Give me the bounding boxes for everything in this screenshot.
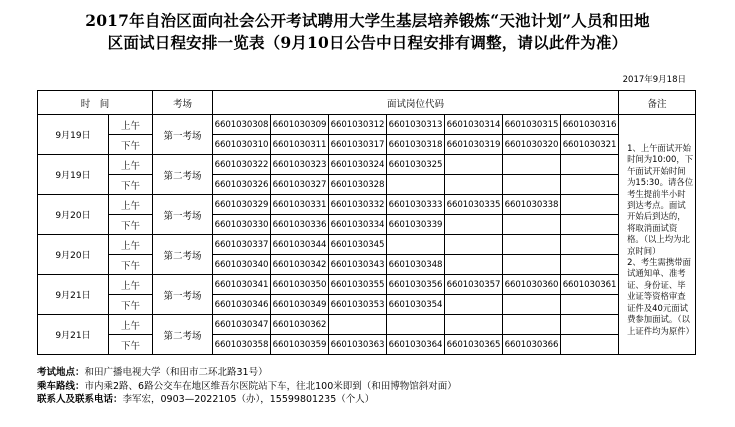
code-cell: 6601030366 [503, 335, 561, 355]
period-cell: 下午 [109, 215, 153, 235]
code-cell: 6601030323 [271, 155, 329, 175]
code-cell: 6601030318 [387, 135, 445, 155]
address-label: 考试地点： [37, 367, 85, 378]
code-cell: 6601030315 [503, 115, 561, 135]
code-cell: 6601030357 [445, 275, 503, 295]
code-cell: 6601030320 [503, 135, 561, 155]
code-cell: 6601030330 [213, 215, 271, 235]
address-text: 和田广播电视大学（和田市二环北路31号） [84, 367, 268, 378]
code-cell: 6601030312 [329, 115, 387, 135]
footer-info [37, 366, 457, 407]
code-cell: 6601030321 [561, 135, 619, 155]
code-cell [561, 235, 619, 255]
code-cell [445, 255, 503, 275]
code-cell [445, 155, 503, 175]
contact-label: 联系人及联系电话： [37, 394, 123, 405]
code-cell: 6601030358 [213, 335, 271, 355]
code-cell: 6601030341 [213, 275, 271, 295]
code-cell: 6601030342 [271, 255, 329, 275]
code-cell: 6601030362 [271, 315, 329, 335]
code-cell [561, 175, 619, 195]
table-row [38, 115, 696, 135]
code-cell: 6601030324 [329, 155, 387, 175]
table-row [38, 175, 696, 195]
table-row [38, 275, 696, 295]
header-note: 备注 [619, 91, 696, 115]
code-cell: 6601030322 [213, 155, 271, 175]
code-cell: 6601030336 [271, 215, 329, 235]
code-cell [561, 335, 619, 355]
code-cell: 6601030365 [445, 335, 503, 355]
place-cell: 第二考场 [153, 315, 213, 355]
code-cell: 6601030350 [271, 275, 329, 295]
code-cell [561, 155, 619, 175]
code-cell [445, 315, 503, 335]
period-cell: 上午 [109, 155, 153, 175]
code-cell: 6601030325 [387, 155, 445, 175]
code-cell: 6601030314 [445, 115, 503, 135]
code-cell: 6601030313 [387, 115, 445, 135]
table-row [38, 155, 696, 175]
table-row [38, 335, 696, 355]
table-row [38, 255, 696, 275]
period-cell: 上午 [109, 235, 153, 255]
code-cell: 6601030338 [503, 195, 561, 215]
title-line-2: 区面试日程安排一览表（9月10日公告中日程安排有调整，请以此件为准） [107, 33, 628, 52]
code-cell [387, 235, 445, 255]
place-cell: 第一考场 [153, 275, 213, 315]
period-cell: 上午 [109, 195, 153, 215]
place-cell: 第一考场 [153, 115, 213, 155]
code-cell: 6601030347 [213, 315, 271, 335]
code-cell [503, 155, 561, 175]
code-cell: 6601030326 [213, 175, 271, 195]
code-cell: 6601030327 [271, 175, 329, 195]
code-cell: 6601030310 [213, 135, 271, 155]
date-cell: 9月21日 [38, 315, 109, 355]
code-cell [445, 215, 503, 235]
code-cell: 6601030339 [387, 215, 445, 235]
footer-route [37, 380, 457, 394]
code-cell: 6601030328 [329, 175, 387, 195]
period-cell: 上午 [109, 275, 153, 295]
code-cell: 6601030340 [213, 255, 271, 275]
page-title [0, 10, 735, 54]
header-codes: 面试岗位代码 [213, 91, 619, 115]
period-cell: 下午 [109, 175, 153, 195]
table-row [38, 195, 696, 215]
footer-contact [37, 393, 457, 407]
period-cell: 上午 [109, 315, 153, 335]
date-cell: 9月19日 [38, 115, 109, 155]
code-cell [445, 295, 503, 315]
date-cell: 9月21日 [38, 275, 109, 315]
code-cell: 6601030335 [445, 195, 503, 215]
table-header-row [38, 91, 696, 115]
code-cell [503, 295, 561, 315]
table-row [38, 235, 696, 255]
code-cell [387, 315, 445, 335]
schedule-table [37, 90, 696, 355]
note-paragraph: 2、考生需携带面试通知单、准考证、身份证、毕业证等资格审查证件及40元面试费参加面试。（以上证件均为原件） [627, 257, 695, 336]
title-line-1: 2017年自治区面向社会公开考试聘用大学生基层培养锻炼“天池计划”人员和田地 [85, 11, 650, 30]
date-cell: 9月19日 [38, 155, 109, 195]
code-cell [445, 235, 503, 255]
code-cell: 6601030337 [213, 235, 271, 255]
route-label: 乘车路线： [37, 380, 85, 392]
footer-address [37, 366, 457, 380]
code-cell: 6601030309 [271, 115, 329, 135]
code-cell: 6601030332 [329, 195, 387, 215]
code-cell: 6601030356 [387, 275, 445, 295]
code-cell: 6601030348 [387, 255, 445, 275]
code-cell: 6601030343 [329, 255, 387, 275]
place-cell: 第二考场 [153, 155, 213, 195]
date-cell: 9月20日 [38, 235, 109, 275]
table-row [38, 295, 696, 315]
code-cell: 6601030360 [503, 275, 561, 295]
code-cell: 6601030316 [561, 115, 619, 135]
code-cell: 6601030359 [271, 335, 329, 355]
code-cell: 6601030353 [329, 295, 387, 315]
code-cell: 6601030329 [213, 195, 271, 215]
table-row [38, 215, 696, 235]
code-cell [561, 195, 619, 215]
code-cell: 6601030344 [271, 235, 329, 255]
code-cell [561, 255, 619, 275]
code-cell: 6601030333 [387, 195, 445, 215]
code-cell [445, 175, 503, 195]
code-cell [503, 255, 561, 275]
code-cell [387, 175, 445, 195]
place-cell: 第一考场 [153, 195, 213, 235]
contact-text: 李军宏，0903—2022105（办），15599801235（个人） [122, 394, 375, 405]
table-row [38, 315, 696, 335]
code-cell [503, 215, 561, 235]
code-cell [561, 215, 619, 235]
code-cell: 6601030334 [329, 215, 387, 235]
table-row [38, 135, 696, 155]
period-cell: 下午 [109, 135, 153, 155]
period-cell: 下午 [109, 255, 153, 275]
period-cell: 上午 [109, 115, 153, 135]
header-place: 考场 [153, 91, 213, 115]
code-cell [329, 315, 387, 335]
code-cell: 6601030345 [329, 235, 387, 255]
code-cell: 6601030317 [329, 135, 387, 155]
code-cell: 6601030361 [561, 275, 619, 295]
period-cell: 下午 [109, 335, 153, 355]
code-cell: 6601030308 [213, 115, 271, 135]
code-cell: 6601030354 [387, 295, 445, 315]
code-cell [503, 315, 561, 335]
code-cell [503, 175, 561, 195]
route-text: 市内乘2路、6路公交车在地区维吾尔医院站下车，往北100米即到（和田博物馆斜对面） [84, 380, 457, 392]
code-cell [561, 315, 619, 335]
note-paragraph: 1、上午面试开始时间为10:00，下午面试开始时间为15:30。请各位考生提前半小时到达考点。面试开始后到达的，将取消面试资格。（以上均为北京时间） [627, 143, 694, 256]
date-cell: 9月20日 [38, 195, 109, 235]
code-cell: 6601030346 [213, 295, 271, 315]
code-cell: 6601030363 [329, 335, 387, 355]
header-time: 时 间 [38, 91, 153, 115]
place-cell: 第二考场 [153, 235, 213, 275]
note-cell [619, 115, 696, 355]
code-cell: 6601030319 [445, 135, 503, 155]
code-cell: 6601030331 [271, 195, 329, 215]
publish-date: 2017年9月18日 [622, 75, 686, 85]
code-cell: 6601030364 [387, 335, 445, 355]
code-cell: 6601030311 [271, 135, 329, 155]
code-cell: 6601030355 [329, 275, 387, 295]
code-cell [503, 235, 561, 255]
code-cell [561, 295, 619, 315]
period-cell: 下午 [109, 295, 153, 315]
code-cell: 6601030349 [271, 295, 329, 315]
